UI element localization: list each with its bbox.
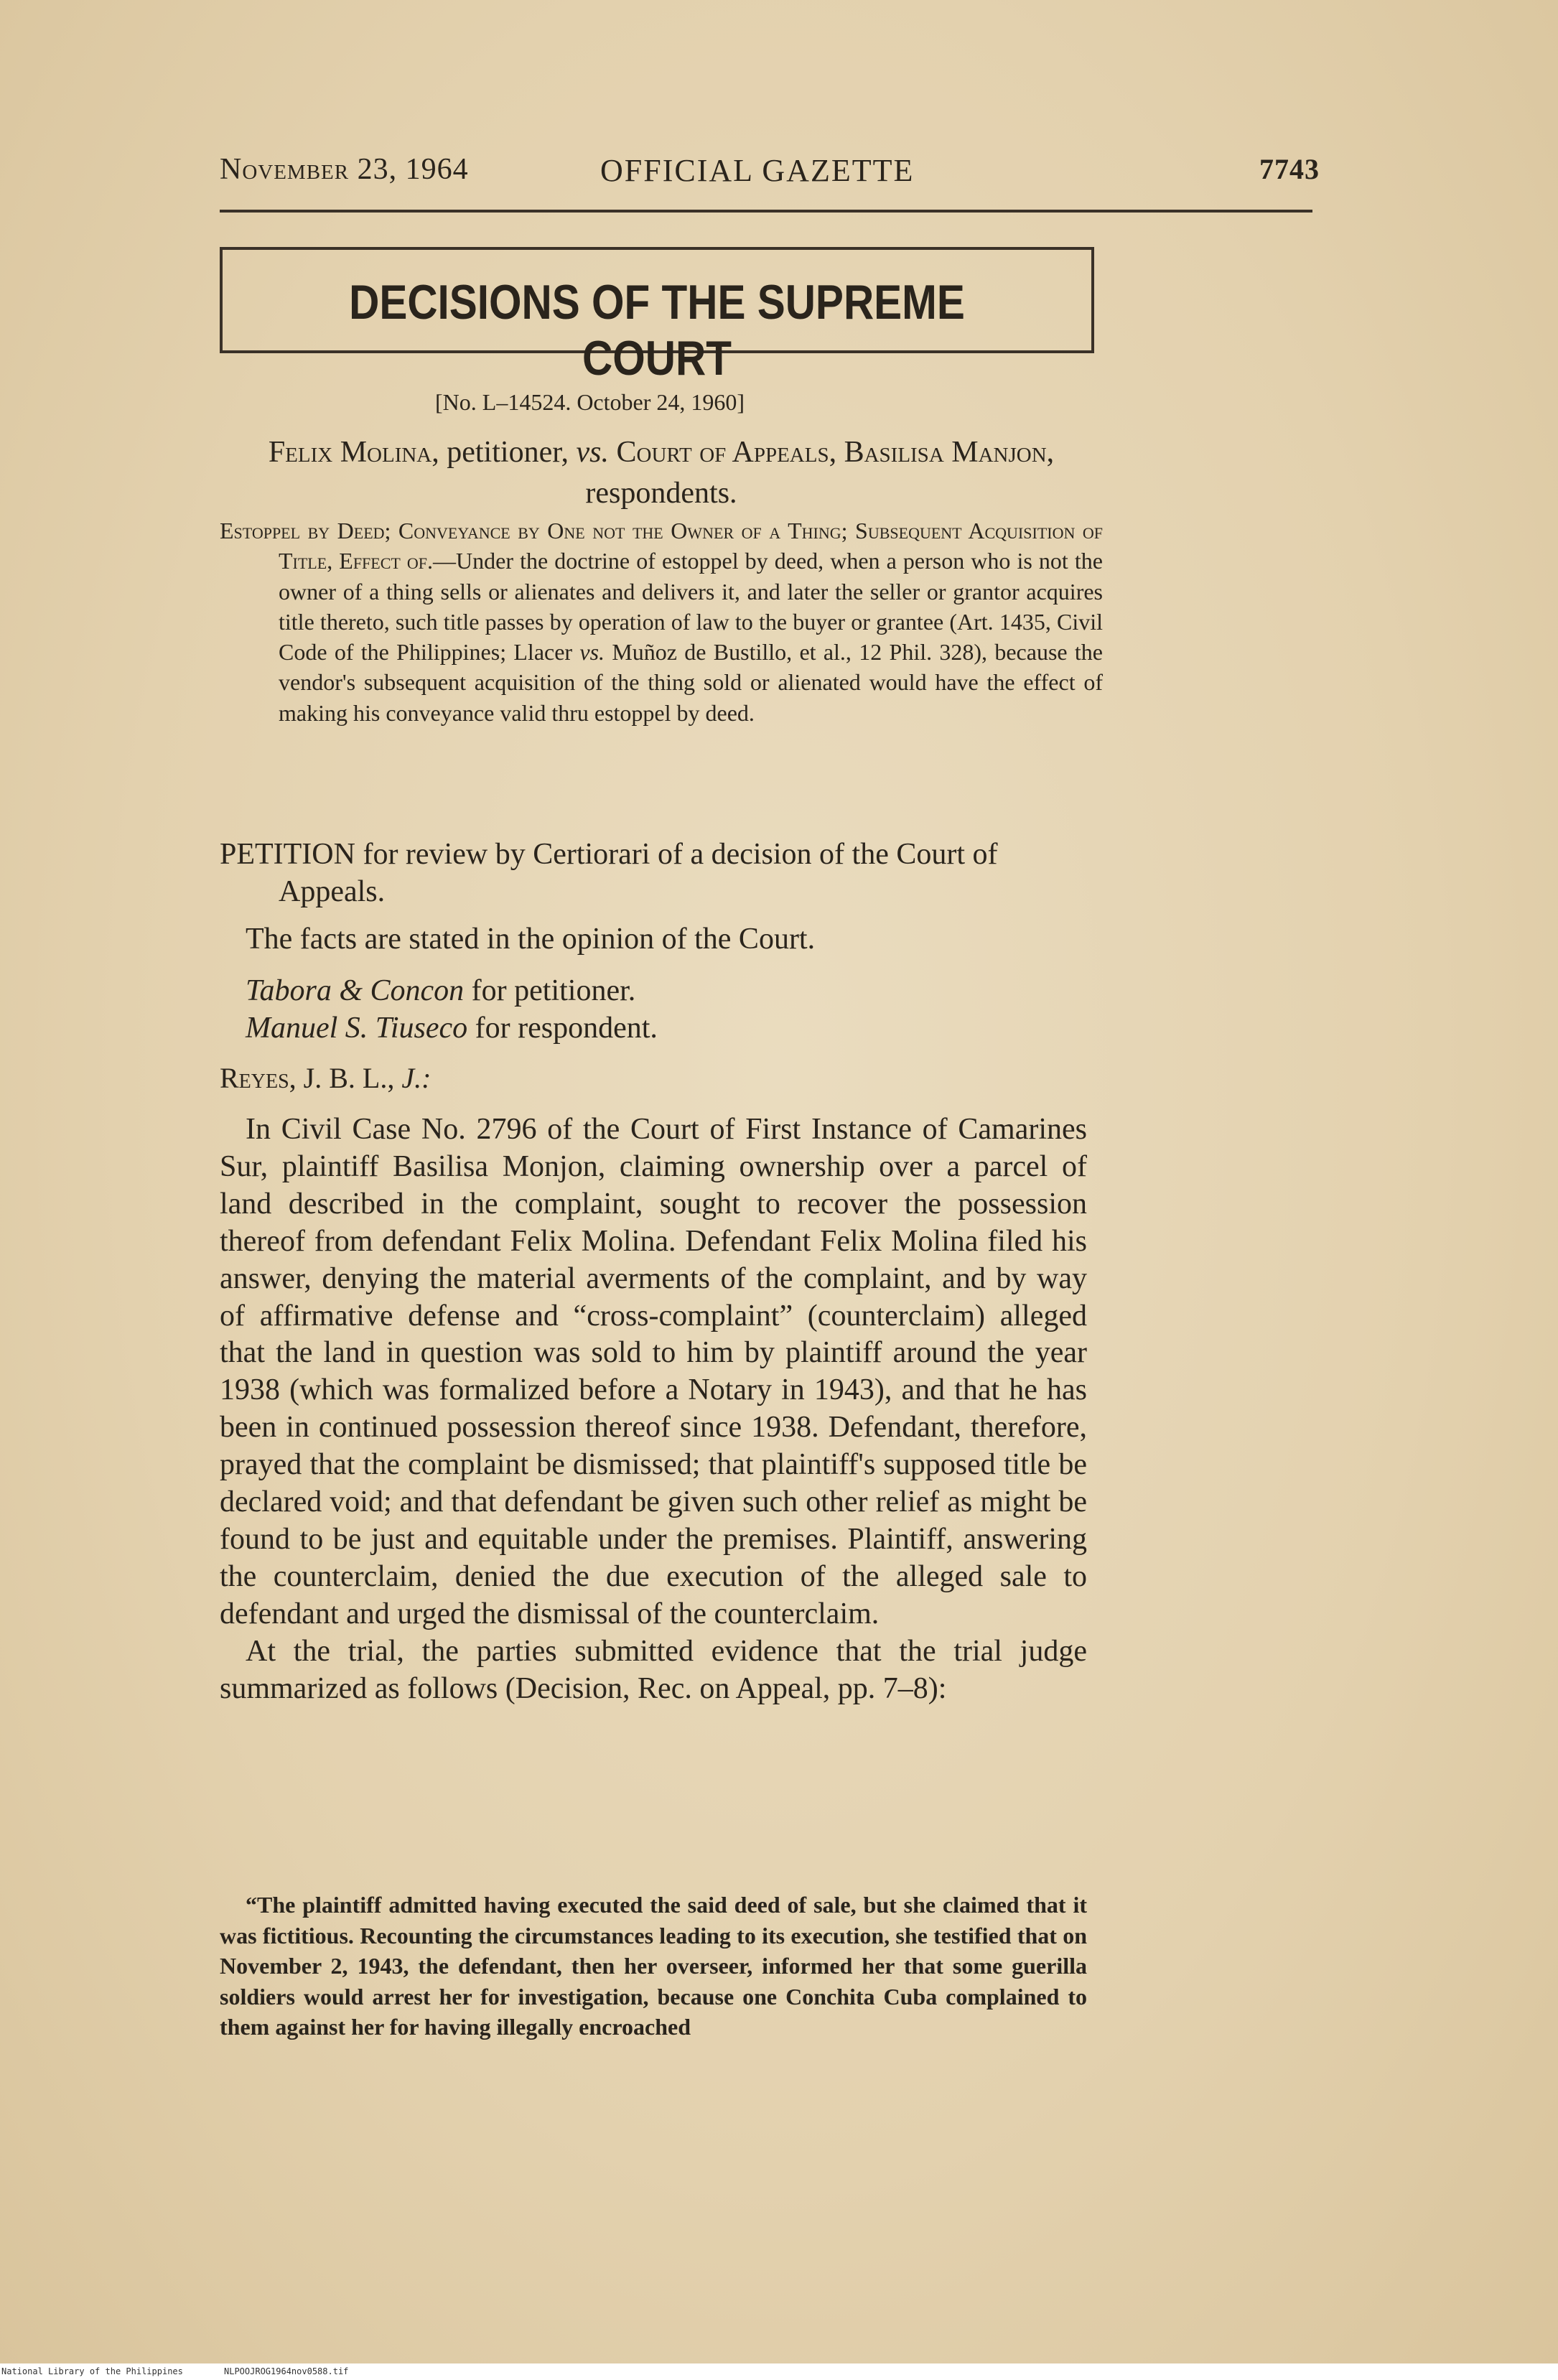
header-date: November 23, 1964 xyxy=(220,153,469,186)
body-paragraph: At the trial, the parties submitted evidence that the trial judge summarized as follows (Decision, Rec. on Appeal, pp. 7–8): xyxy=(220,1634,1087,1705)
respondent-names: Court of Appeals, Basilisa Manjon xyxy=(609,436,1047,469)
case-number: [No. L–14524. October 24, 1960] xyxy=(435,389,745,415)
running-head xyxy=(220,152,1320,195)
petition-line xyxy=(220,836,1103,910)
syllabus-heading: Estoppel by Deed; Conveyance by One not the Owner of a Thing; Subsequent Acquisition of Title, Effect of. xyxy=(220,518,1103,574)
header-rule xyxy=(220,210,1312,213)
petitioner-name: Felix Molina xyxy=(268,436,432,469)
page-number: 7743 xyxy=(1259,153,1320,185)
syllabus-vs: vs. xyxy=(579,639,605,666)
facts-line: The facts are stated in the opinion of the Court. xyxy=(246,923,816,956)
ponente xyxy=(220,1061,431,1095)
publication-title: OFFICIAL GAZETTE xyxy=(600,153,915,188)
syllabus-text-2: Muñoz de Bustillo, et al., 12 Phil. 328), because the vendor's subsequent acquisition of the thing sold or alienated would have the effect of making his conveyance valid thru estoppel by deed. xyxy=(279,639,1104,726)
justice-title: J.: xyxy=(401,1062,432,1094)
petition-text: PETITION for review by Certiorari of a decision of the Court of Appeals. xyxy=(220,838,998,908)
petitioner-counsel: Tabora & Concon xyxy=(246,974,465,1007)
respondent-role: , respondents. xyxy=(585,436,1055,510)
body-paragraph: In Civil Case No. 2796 of the Court of First Instance of Camarines Sur, plaintiff Basilisa Monjon, claiming ownership over a parcel of land described in the complaint, sought to recover the possession thereof from defendant Felix Molina. Defendant Felix Molina filed his answer, denying the material averments of the complaint, and by way of affirmative defense and “cross-complaint” (counterclaim) alleged that the land in question was sold to him by plaintiff around the year 1938 (which was formalized before a Notary in 1943), and that he has been in continued possession thereof since 1938. Defendant, therefore, prayed that the complaint be dismissed; that plaintiff's supposed title be declared void; and that defendant be given such other relief as might be found to be just and equitable under the premises. Plaintiff, answering the counterclaim, denied the due execution of the alleged sale to defendant and urged the dismissal of the counterclaim. xyxy=(220,1113,1087,1630)
scan-footer xyxy=(0,2363,1558,2380)
case-parties xyxy=(220,432,1103,514)
respondent-counsel: Manuel S. Tiuseco xyxy=(246,1012,468,1045)
respondent-counsel-suffix: for respondent. xyxy=(467,1012,658,1045)
opinion-body xyxy=(220,1111,1087,1708)
footer-library: National Library of the Philippines xyxy=(1,2366,183,2376)
section-title: DECISIONS OF THE SUPREME COURT xyxy=(349,275,965,386)
petitioner-counsel-suffix: for petitioner. xyxy=(464,974,636,1007)
quote-text: “The plaintiff admitted having executed the said deed of sale, but she claimed that it was fictitious. Recounting the circumstances leading to its execution, she testified that on November 2, 1943, the defendant, then her overseer, informed her that some guerilla soldiers would arrest her for investigation, because one Conchita Cuba complained to them against her for having illegally encroached xyxy=(220,1892,1087,2040)
syllabus-dash: — xyxy=(433,548,457,574)
syllabus-text-1: Under the doctrine of estoppel by deed, when a person who is not the owner of a thing sells or alienates and delivers it, and later the seller or grantor acquires title thereto, such title passes by operation of law to the buyer or grantee (Art. 1435, Civil Code of the Philippines; Llacer xyxy=(279,548,1103,666)
respondent-counsel-line xyxy=(246,1011,658,1045)
versus: vs. xyxy=(576,436,610,469)
justice-name: Reyes, J. B. L., xyxy=(220,1062,402,1094)
syllabus xyxy=(220,515,1103,728)
petitioner-role: , petitioner, xyxy=(432,436,577,469)
block-quote xyxy=(220,1890,1087,2043)
footer-filename: NLPOOJROG1964nov0588.tif xyxy=(224,2366,349,2376)
petitioner-counsel-line xyxy=(246,974,635,1008)
section-title-box xyxy=(220,247,1094,386)
